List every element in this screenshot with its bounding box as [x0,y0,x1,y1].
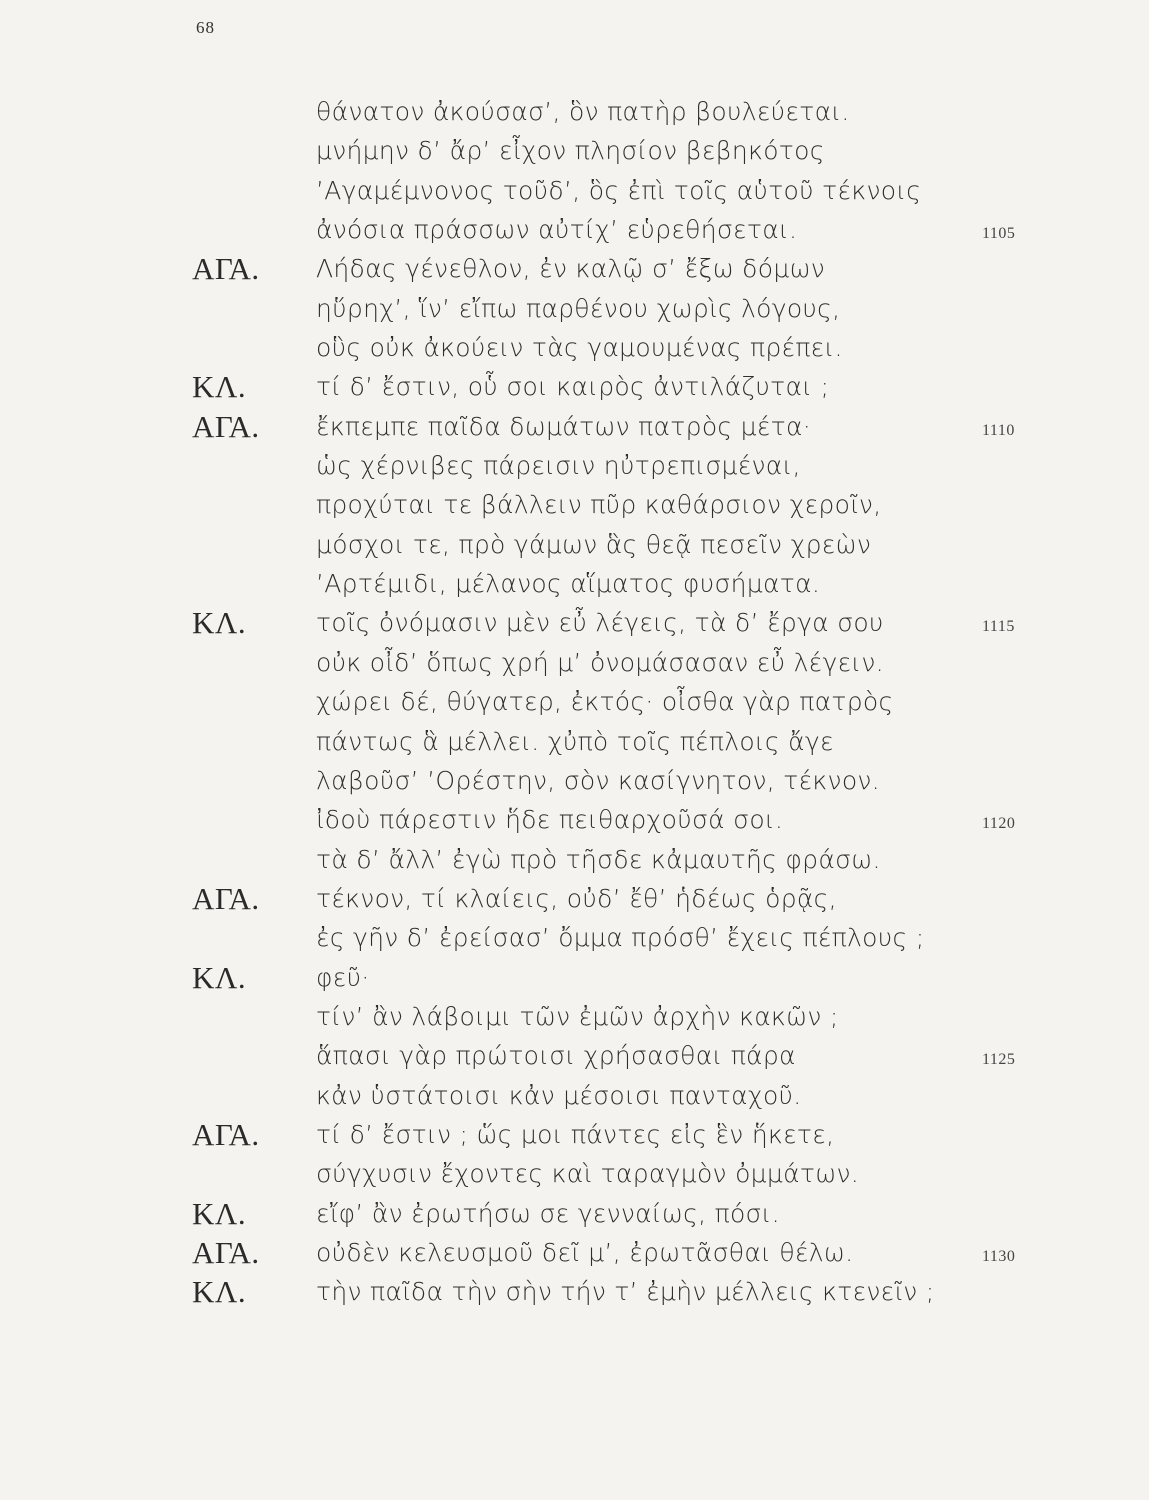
speaker-label: ΚΛ. [192,369,247,405]
verse-line [0,722,1149,761]
speaker-label: ΑΓΑ. [192,880,260,916]
verse-line [0,92,1149,131]
verse-text: προχύται τε βάλλειν πῦρ καθάρσιον χεροῖν, [316,490,882,520]
verse-line [0,1036,1149,1075]
verse-line [0,918,1149,957]
line-number: 1125 [982,1051,1016,1069]
verse-line [0,131,1149,170]
verse-line [0,682,1149,721]
verse-line [0,525,1149,564]
verse-line [0,210,1149,249]
verse-line [0,1272,1149,1311]
verse-line [0,840,1149,879]
verse-text: θάνατον ἀκούσασ’, ὃν πατὴρ βουλεύεται. [316,97,850,126]
verse-line [0,289,1149,328]
verse-text: πάντως ἃ μέλλει. χὐπὸ τοῖς πέπλοις ἄγε [316,726,834,756]
speaker-label: ΚΛ. [192,1274,247,1310]
line-number: 1115 [982,618,1015,636]
verse-line [0,249,1149,288]
speaker-label: ΑΓΑ. [192,1234,260,1270]
speaker-label: ΑΓΑ. [192,408,260,444]
verse-text: τὰ δ’ ἄλλ’ ἐγὼ πρὸ τῆσδε κἀμαυτῆς φράσω. [316,844,881,874]
verse-line [0,1115,1149,1154]
verse-line [0,485,1149,524]
verse-line [0,446,1149,485]
verse-line [0,1076,1149,1115]
page-number: 68 [196,18,215,37]
verse-text: φεῦ· [316,962,370,992]
line-number: 1105 [982,225,1016,243]
verse-line [0,407,1149,446]
speaker-label: ΑΓΑ. [192,1116,260,1152]
verse-lines [0,92,1149,1312]
speaker-label: ΚΛ. [192,1195,247,1231]
line-number: 1110 [982,421,1015,439]
verse-text: ἰδοὺ πάρεστιν ἥδε πειθαρχοῦσά σοι. [316,805,784,835]
verse-text: οὓς οὐκ ἀκούειν τὰς γαμουμένας πρέπει. [316,333,843,363]
verse-line [0,800,1149,839]
verse-text: τί δ’ ἔστιν, οὗ σοι καιρὸς ἀντιλάζυται ; [316,372,830,402]
verse-text: εἴφ’ ἂν ἐρωτήσω σε γενναίως, πόσι. [316,1198,780,1228]
verse-line [0,1233,1149,1272]
verse-text: ’Αγαμέμνονος τοῦδ’, ὃς ἐπὶ τοῖς αὑτοῦ τέκνοις [316,175,922,205]
verse-line [0,958,1149,997]
verse-text: ἅπασι γὰρ πρώτοισι χρήσασθαι πάρα [316,1041,796,1071]
verse-text: ὡς χέρνιβες πάρεισιν ηὐτρεπισμέναι, [316,451,801,481]
verse-text: λαβοῦσ’ ’Ορέστην, σὸν κασίγνητον, τέκνον. [316,765,880,795]
verse-text: οὐδὲν κελευσμοῦ δεῖ μ’, ἐρωτᾶσθαι θέλω. [316,1237,854,1267]
verse-line [0,603,1149,642]
verse-line [0,879,1149,918]
verse-line [0,367,1149,406]
verse-text: τί δ’ ἔστιν ; ὥς μοι πάντες εἰς ἓν ἥκετε, [316,1119,835,1149]
verse-line [0,1154,1149,1193]
verse-line [0,328,1149,367]
speaker-label: ΑΓΑ. [192,251,260,287]
speaker-label: ΚΛ. [192,959,247,995]
verse-text: ηὕρηχ’, ἵν’ εἴπω παρθένου χωρὶς λόγους, [316,293,841,323]
verse-text: τίν’ ἂν λάβοιμι τῶν ἐμῶν ἀρχὴν κακῶν ; [316,1001,839,1031]
verse-text: Λήδας γένεθλον, ἐν καλῷ σ’ ἔξω δόμων [316,254,826,284]
verse-line [0,171,1149,210]
verse-line [0,1194,1149,1233]
verse-text: κἀν ὑστάτοισι κἀν μέσοισι πανταχοῦ. [316,1080,802,1110]
verse-text: τοῖς ὀνόμασιν μὲν εὖ λέγεις, τὰ δ’ ἔργα σου [316,608,884,638]
verse-line [0,761,1149,800]
verse-text: ’Αρτέμιδι, μέλανος αἵματος φυσήματα. [316,569,821,599]
speaker-label: ΚΛ. [192,605,247,641]
verse-line [0,997,1149,1036]
verse-text: ἀνόσια πράσσων αὐτίχ’ εὑρεθήσεται. [316,215,798,245]
verse-text: ἐς γῆν δ’ ἐρείσασ’ ὄμμα πρόσθ’ ἔχεις πέπλους ; [316,923,925,953]
verse-line [0,564,1149,603]
line-number: 1120 [982,815,1016,833]
verse-text: τέκνον, τί κλαίεις, οὐδ’ ἔθ’ ἡδέως ὁρᾷς, [316,883,837,913]
verse-text: οὐκ οἶδ’ ὅπως χρή μ’ ὀνομάσασαν εὖ λέγειν. [316,647,884,677]
verse-text: χώρει δέ, θύγατερ, ἐκτός· οἶσθα γὰρ πατρὸς [316,687,894,717]
line-number: 1130 [982,1247,1016,1265]
verse-text: τὴν παῖδα τὴν σὴν τήν τ’ ἐμὴν μέλλεις κτενεῖν ; [316,1277,935,1307]
verse-text: ἔκπεμπε παῖδα δωμάτων πατρὸς μέτα· [316,411,812,441]
verse-text: μνήμην δ’ ἄρ’ εἶχον πλησίον βεβηκότος [316,136,825,166]
verse-text: μόσχοι τε, πρὸ γάμων ἃς θεᾷ πεσεῖν χρεὼν [316,529,872,559]
verse-text: σύγχυσιν ἔχοντες καὶ ταραγμὸν ὀμμάτων. [316,1159,859,1189]
verse-line [0,643,1149,682]
